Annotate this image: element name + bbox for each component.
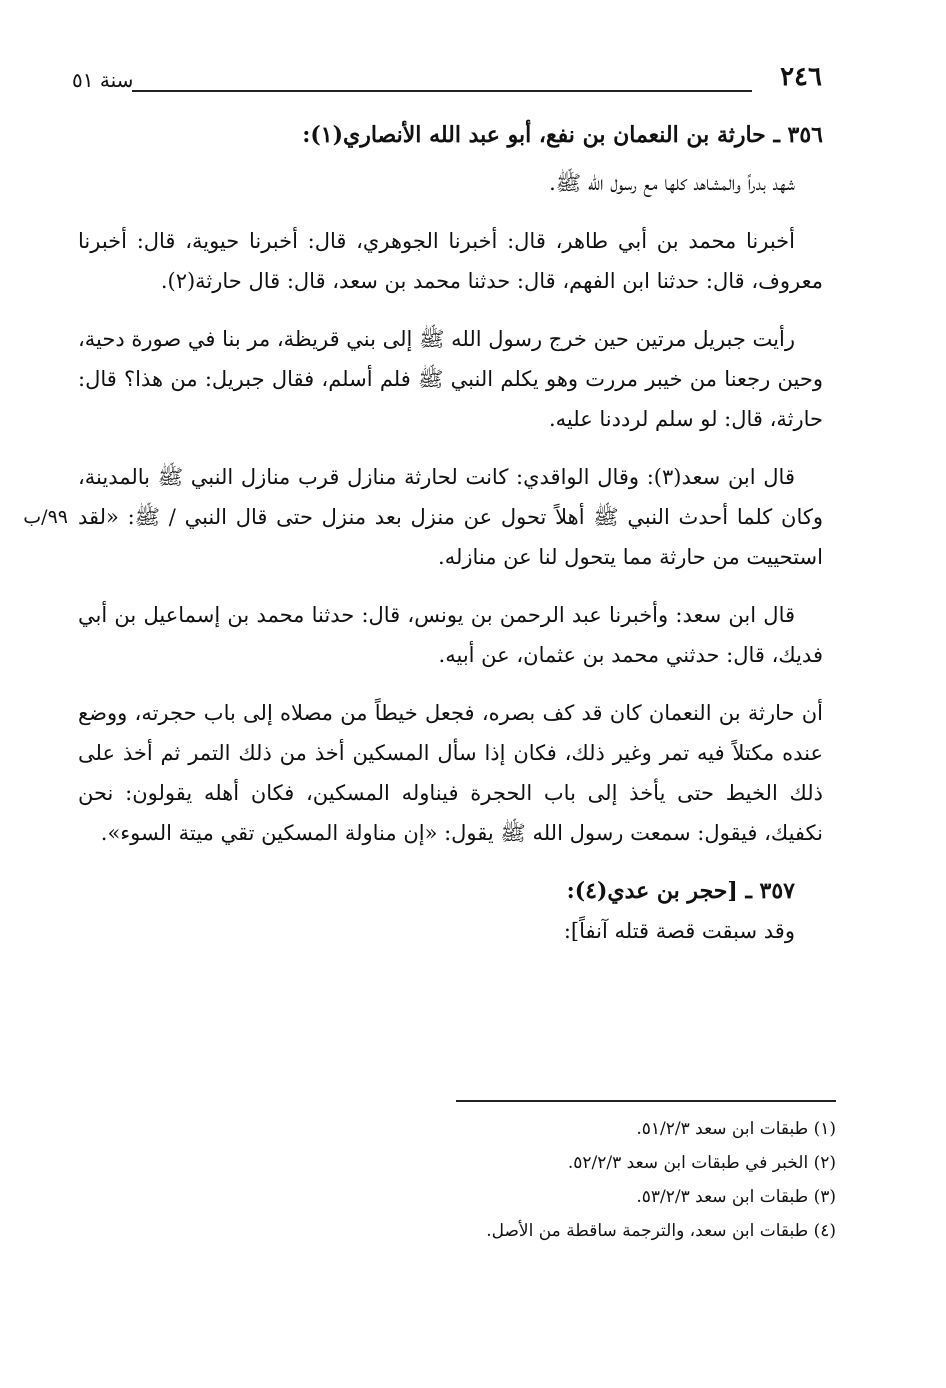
margin-reference: ٩٩/ب (23, 506, 68, 528)
paragraph-3: رأيت جبريل مرتين حين خرج رسول الله ﷺ إلى بني قريظة، مر بنا في صورة دحية، وحين رجعنا من خيبر مررت وهو يكلم النبي ﷺ فلم أسلم، فقال جبريل: من هذا؟ قال: حارثة، قال: لو سلم لرددنا عليه. (78, 327, 823, 431)
paragraph-6: أن حارثة بن النعمان كان قد كف بصره، فجعل خيطاً من مصلاه إلى باب حجرته، ووضع عنده مكتلاً فيه تمر وغير ذلك، فكان إذا سأل المسكين أخذ من ذلك التمر ثم أخذ على ذلك الخيط حتى يأخذ إلى باب الحجرة فيناوله المسكين، فكان أهله يقولون: نحن نكفيك، فيقول: سمعت رسول الله ﷺ يقول: «إن مناولة المسكين تقي ميتة السوء». (78, 701, 823, 845)
footnote-3: (٣) طبقات ابن سعد ٥٣/٢/٣. (636, 1187, 836, 1207)
paragraph-4: قال ابن سعد(٣): وقال الواقدي: كانت لحارثة منازل قرب منازل النبي ﷺ بالمدينة، وكان كلما أحدث النبي ﷺ أهلاً تحول عن منزل بعد منزل حتى قال النبي / ﷺ: «لقد استحييت من حارثة مما يتحول لنا عن منازله. (78, 465, 823, 569)
main-text (23, 115, 823, 969)
page-header (72, 62, 822, 102)
page-number: ٢٤٦ (780, 62, 822, 92)
footnote-4: (٤) طبقات ابن سعد، والترجمة ساقطة من الأصل. (486, 1221, 836, 1241)
paragraph-7: وقد سبقت قصة قتله آنفاً]: (563, 919, 795, 943)
paragraph-4-wrap (23, 457, 823, 577)
footnote-2: (٢) الخبر في طبقات ابن سعد ٥٢/٢/٣. (567, 1153, 836, 1173)
paragraph-2: أخبرنا محمد بن أبي طاهر، قال: أخبرنا الجوهري، قال: أخبرنا حيوية، قال: أخبرنا معروف، قال: حدثنا ابن الفهم، قال: حدثنا محمد بن سعد، قال: قال حارثة(٢). (78, 229, 823, 293)
paragraph-1: شهد بدراً والمشاهد كلها مع رسول الله ﷺ. (549, 171, 795, 195)
year-label: سنة ٥١ (72, 68, 134, 92)
paragraph-5: قال ابن سعد: وأخبرنا عبد الرحمن بن يونس، قال: حدثنا محمد بن إسماعيل بن أبي فديك، قال: حدثني محمد بن عثمان، عن أبيه. (78, 603, 823, 667)
header-rule (132, 90, 752, 92)
entry-357-title: ٣٥٧ ـ [حجر بن عدي(٤): (566, 878, 795, 904)
footnote-rule (456, 1100, 836, 1102)
footnotes (136, 1112, 836, 1248)
footnote-1: (١) طبقات ابن سعد ٥١/٢/٣. (636, 1119, 836, 1139)
entry-356-title: ٣٥٦ ـ حارثة بن النعمان بن نفع، أبو عبد الله الأنصاري(١): (302, 122, 823, 148)
